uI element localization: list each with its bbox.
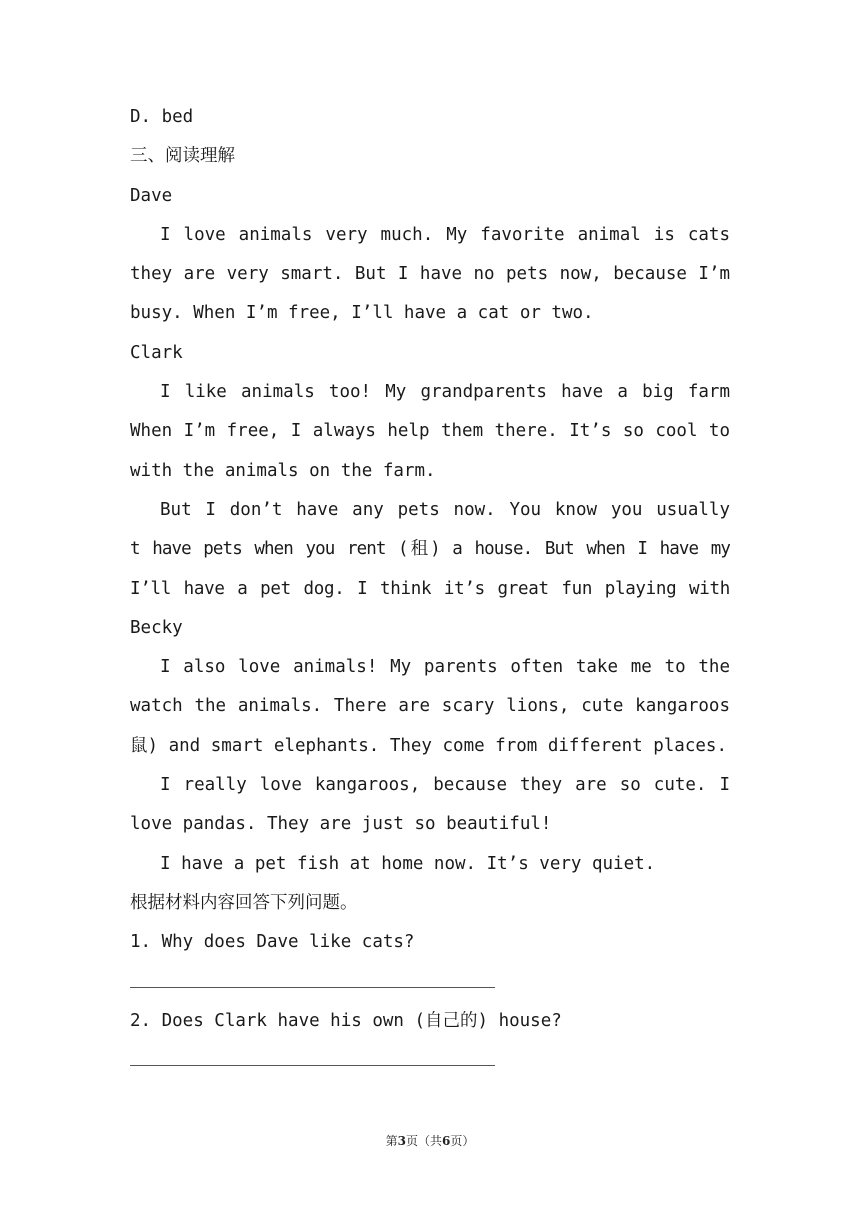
paragraph-line: I’ll have a pet dog. I think it’s great fun playing with [130,578,730,599]
paragraph-line: 鼠) and smart elephants. They come from different places. [130,735,727,756]
footer-prefix: 第 [385,1134,398,1148]
answer-line-1[interactable] [130,963,730,1002]
paragraph-line: I love animals very much. My favorite animal is cats [160,224,730,245]
paragraph-line: I have a pet fish at home now. It’s very quiet. [160,853,656,874]
question-2: 2. Does Clark have his own (自己的) house? [130,1010,562,1031]
paragraph-line: I really love kangaroos, because they are so cute. I [160,775,730,796]
answer-rule [130,1065,495,1066]
paragraph-line: busy. When I’m free, I’ll have a cat or two. [130,303,594,324]
page-footer [0,1132,860,1149]
paragraph-line: they are very smart. But I have no pets now, because I’m [130,264,730,285]
speaker-becky: Becky [130,617,183,638]
answer-rule [130,987,495,988]
document-page [130,98,730,1080]
paragraph-line: But I don’t have any pets now. You know you usually [160,499,730,520]
answer-line-2[interactable] [130,1041,730,1080]
question-instruction: 根据材料内容回答下列问题。 [130,892,358,913]
speaker-dave: Dave [130,185,173,206]
paragraph-line: with the animals on the farm. [130,460,436,481]
question-1: 1. Why does Dave like cats? [130,932,415,953]
footer-total-pages: 6 [442,1134,451,1148]
paragraph-line: t have pets when you rent (租) a house. But when I have my [130,539,730,560]
footer-page-number: 3 [397,1134,406,1148]
speaker-clark: Clark [130,342,183,363]
paragraph-line: watch the animals. There are scary lions, cute kangaroos [130,696,730,717]
footer-middle: 页（共 [405,1134,442,1148]
footer-suffix: 页） [450,1134,475,1148]
section-heading: 三、阅读理解 [130,146,235,167]
paragraph-line: love pandas. They are just so beautiful! [130,814,552,835]
paragraph-line: I like animals too! My grandparents have a big farm [160,382,730,403]
paragraph-line: I also love animals! My parents often take me to the [160,657,730,678]
option-d: D. bed [130,107,194,127]
paragraph-line: When I’m free, I always help them there. It’s so cool to [130,421,730,442]
